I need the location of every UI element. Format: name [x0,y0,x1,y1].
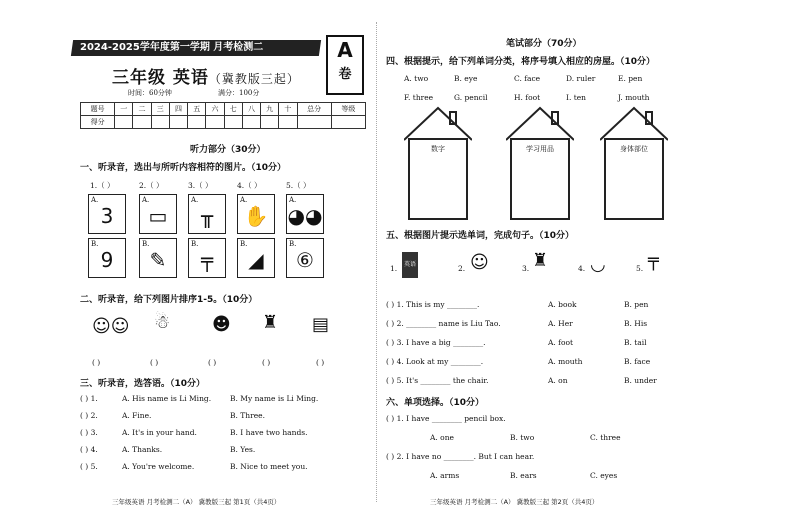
section4-title: 四、根据提示，给下列单词分类，将序号填入相应的房屋。（10分） [386,57,656,67]
section3-title: 三、听录音，选答语。（10分） [80,379,206,389]
word-option: I. ten [566,93,587,102]
score-header-cell: 等级 [331,103,365,116]
picture-option: A. ◕◕ [286,194,324,234]
option-b: B. under [624,376,657,385]
picture-option: B. ◢ [237,238,275,278]
desk-icon: ╥ [200,204,214,228]
option-b: B. Yes. [230,445,256,454]
score-input-cell[interactable] [331,116,365,129]
score-input-cell[interactable] [297,116,331,129]
score-header-cell: 一 [115,103,133,116]
order-blank[interactable]: ( ) [92,358,101,367]
writing-heading: 笔试部分（70分） [506,39,582,49]
word-option: B. eye [454,74,478,83]
order-blank[interactable]: ( ) [316,358,325,367]
full-score: 满分：100分 [218,89,260,97]
score-header-cell: 五 [188,103,206,116]
picture-option: A. ✋ [237,194,275,234]
option-b: B. two [510,433,535,442]
girls-icon: ☺☺ [92,316,130,337]
score-header-cell: 四 [169,103,187,116]
score-input-cell[interactable] [169,116,187,129]
word-option: A. two [404,74,429,83]
question-stem[interactable]: ( ) 2. I have no ________. But I can hear. [386,452,535,461]
order-blank[interactable]: ( ) [208,358,217,367]
question-stem[interactable]: ( ) 4. Look at my ________. [386,357,484,366]
house-school-things[interactable] [506,104,574,220]
picture-option: B. ✎ [139,238,177,278]
house-numbers[interactable] [404,104,472,220]
boy-icon: ☺ [470,252,489,273]
score-input-cell[interactable] [261,116,279,129]
option-b: B. Nice to meet you. [230,462,308,471]
pencil-box-icon: ▭ [148,204,168,228]
picture-number: 2. [458,264,466,273]
picture-number: 5. [636,264,644,273]
hand-icon: ✋ [243,204,269,228]
option-a: A. on [548,376,568,385]
page-footer-right: 三年级英语 月考检测二（A） 冀教版三起 第2页（共4页） [430,498,599,506]
picture-option: B. 9 [88,238,126,278]
score-header-cell: 八 [242,103,260,116]
score-input-cell[interactable] [224,116,242,129]
option-b: B. ears [510,471,537,480]
number-three-icon: 3 [100,204,114,228]
chair-icon: ╤ [200,248,214,272]
word-option: E. pen [618,74,643,83]
option-a: A. foot [548,338,574,347]
section6-title: 六、单项选择。（10分） [386,398,485,408]
option-a: A. You're welcome. [122,462,195,471]
option-b: B. His [624,319,648,328]
option-b: B. Three. [230,411,265,420]
order-blank[interactable]: ( ) [262,358,271,367]
score-header-cell: 七 [224,103,242,116]
question-number[interactable]: ( ) 3. [80,428,98,437]
picture-number: 4. [578,264,586,273]
option-a: A. His name is Li Ming. [122,394,212,403]
house-label: 数字 [431,145,445,153]
answer-blank[interactable]: 1.（ ） [90,181,115,190]
house-label: 学习用品 [526,145,554,153]
option-a: A. mouth [548,357,583,366]
score-input-cell[interactable] [151,116,169,129]
page-title: 三年级 英语（冀教版三起） [112,68,300,88]
question-number[interactable]: ( ) 5. [80,462,98,471]
option-b: B. My name is Li Ming. [230,394,319,403]
score-table [80,102,366,129]
option-a: A. Thanks. [122,445,163,454]
option-a: A. one [430,433,454,442]
pencil-icon: ✎ [149,248,167,272]
mouth-icon: ◡ [590,254,606,275]
option-c: C. three [590,433,621,442]
question-number[interactable]: ( ) 4. [80,445,98,454]
number-nine-icon: 9 [100,248,114,272]
answer-blank[interactable]: 4.（ ） [237,181,262,190]
time-limit: 时间：60分钟 [128,89,172,97]
score-input-cell[interactable] [242,116,260,129]
score-input-cell[interactable] [115,116,133,129]
word-option: F. three [404,93,434,102]
picture-option: A. ▭ [139,194,177,234]
picture-option: A. 3 [88,194,126,234]
score-input-cell[interactable] [188,116,206,129]
word-option: H. foot [514,93,541,102]
score-header-cell: 十 [279,103,297,116]
picture-number: 1. [390,264,398,273]
question-stem[interactable]: ( ) 1. This is my ________. [386,300,480,309]
score-input-cell[interactable] [206,116,224,129]
option-a: A. Fine. [122,411,152,420]
word-option: G. pencil [454,93,488,102]
option-a: A. Her [548,319,573,328]
score-input-cell[interactable] [279,116,297,129]
score-header-cell: 总分 [297,103,331,116]
student-at-desk-icon: ☃ [154,312,171,333]
score-input-cell[interactable] [133,116,151,129]
question-stem[interactable]: ( ) 1. I have ________ pencil box. [386,414,506,423]
girl-icon: ☻ [212,314,231,335]
page-footer-left: 三年级英语 月考检测二（A） 冀教版三起 第1页（共4页） [112,498,281,506]
answer-blank[interactable]: 2.（ ） [139,181,164,190]
answer-blank[interactable]: 3.（ ） [188,181,213,190]
question-stem[interactable]: ( ) 2. ________ name is Liu Tao. [386,319,501,328]
score-header-cell: 六 [206,103,224,116]
house-label: 身体部位 [620,145,648,153]
option-a: A. arms [430,471,460,480]
section2-title: 二、听录音，给下列图片排序1-5。（10分） [80,295,258,305]
picture-option: B. ⑥ [286,238,324,278]
score-row-label: 得分 [81,116,115,129]
question-stem[interactable]: ( ) 5. It's ________ the chair. [386,376,489,385]
page-divider [376,22,377,502]
word-option: D. ruler [566,74,596,83]
option-b: B. pen [624,300,649,309]
option-b: B. I have two hands. [230,428,308,437]
books-icon: ▤ [312,314,330,335]
paper-version-badge: A 卷 [326,35,364,95]
score-header-cell: 二 [133,103,151,116]
exam-banner: 2024-2025学年度第一学期 月考检测二 [71,40,321,56]
foot-icon: ◢ [248,248,264,272]
question-stem[interactable]: ( ) 3. I have a big ________. [386,338,486,347]
section5-title: 五、根据图片提示选单词，完成句子。（10分） [386,231,575,241]
option-a: A. It's in your hand. [122,428,197,437]
book-icon: 英语 [402,252,418,278]
number-six-icon: ⑥ [296,248,314,272]
answer-blank[interactable]: 5.（ ） [286,181,311,190]
score-header-cell: 九 [261,103,279,116]
picture-number: 3. [522,264,530,273]
score-header-cell: 三 [151,103,169,116]
robot-icon: ♜ [532,250,549,271]
option-b: B. face [624,357,651,366]
option-a: A. book [548,300,577,309]
section1-title: 一、听录音，选出与所听内容相符的图片。（10分） [80,163,287,173]
robot-icon: ♜ [262,312,279,333]
house-body-parts[interactable] [600,104,668,220]
score-header-cell: 题号 [81,103,115,116]
question-number[interactable]: ( ) 2. [80,411,98,420]
order-blank[interactable]: ( ) [150,358,159,367]
word-option: J. mouth [618,93,650,102]
word-option: C. face [514,74,541,83]
option-b: B. tail [624,338,647,347]
option-c: C. eyes [590,471,618,480]
chair-icon: ╤ [648,250,659,271]
eyes-icon: ◕◕ [287,204,323,228]
picture-option: A. ╥ [188,194,226,234]
picture-option: B. ╤ [188,238,226,278]
question-number[interactable]: ( ) 1. [80,394,98,403]
listening-heading: 听力部分（30分） [190,145,266,155]
